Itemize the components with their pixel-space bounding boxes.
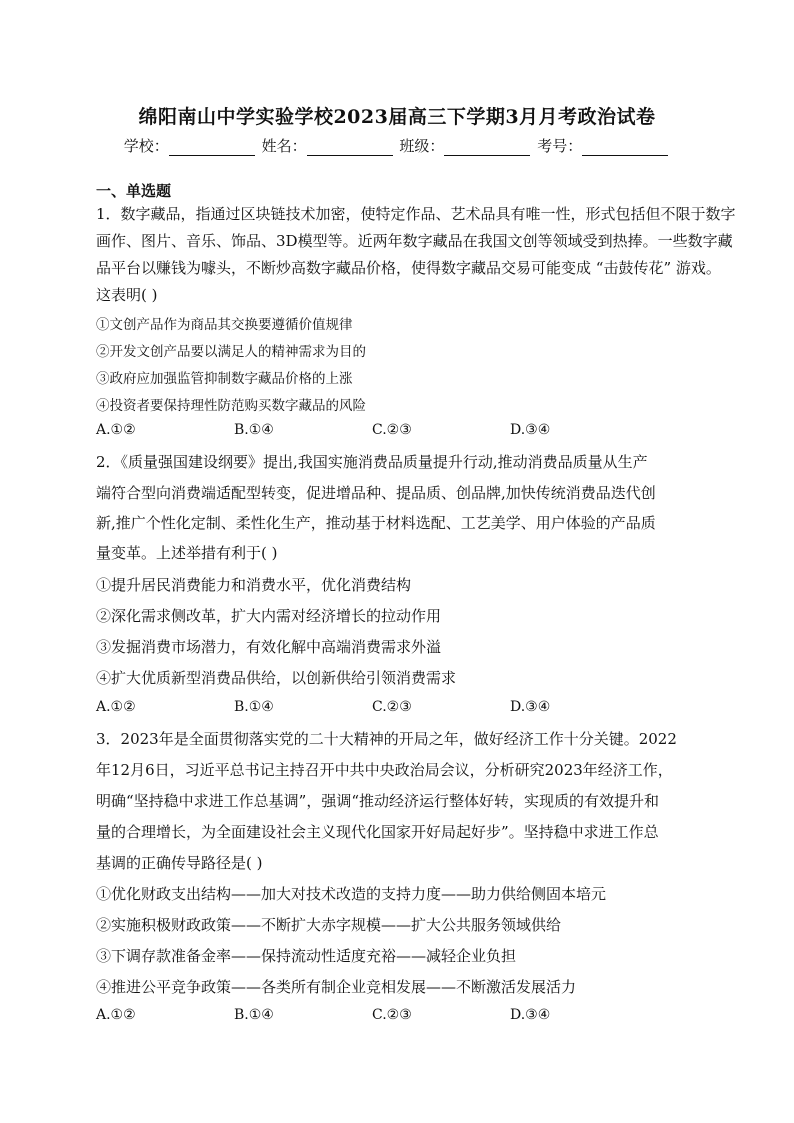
q2-option-b: B.①④	[234, 699, 274, 715]
q2-line-3: 新,推广个性化定制、柔性化生产，推动基于材料选配、工艺美学、用户体验的产品质	[96, 514, 656, 532]
q1-line-1: 1．数字藏品，指通过区块链技术加密，使特定作品、艺术品具有唯一性，形式包括但不限于数字	[96, 205, 736, 223]
q2-line-1: 2．《质量强国建设纲要》提出,我国实施消费品质量提升行动,推动消费品质量从生产	[96, 453, 648, 471]
q3-item-3: ③下调存款准备金率——保持流动性适度充裕——减轻企业负担	[96, 947, 517, 965]
q1-line-2: 画作、图片、音乐、饰品、3D模型等。近两年数字藏品在我国文创等领域受到热捧。一些数字藏	[96, 232, 733, 250]
q1-item-2: ②开发文创产品要以满足人的精神需求为目的	[96, 344, 366, 360]
q3-line-4: 量的合理增长，为全面建设社会主义现代化国家开好局起好步”。坚持稳中求进工作总	[96, 823, 659, 841]
q3-option-a: A.①②	[96, 1007, 136, 1023]
q1-option-d: D.③④	[510, 422, 551, 438]
q1-line-3: 品平台以赚钱为噱头，不断炒高数字藏品价格，使得数字藏品交易可能变成 “击鼓传花” 游戏。	[96, 259, 721, 277]
school-blank	[169, 141, 255, 156]
class-blank	[444, 141, 530, 156]
q2-line-4: 量变革。上述举措有利于( )	[96, 544, 278, 562]
q3-item-2: ②实施积极财政政策——不断扩大赤字规模——扩大公共服务领域供给	[96, 916, 562, 934]
q3-line-5: 基调的正确传导路径是( )	[96, 854, 263, 872]
class-label: 班级：	[399, 137, 445, 155]
number-blank	[582, 141, 668, 156]
q3-option-b: B.①④	[234, 1007, 274, 1023]
q3-option-c: C.②③	[372, 1007, 412, 1023]
student-info-row	[0, 135, 794, 156]
q3-line-2: 年12月6日，习近平总书记主持召开中共中央政治局会议，分析研究2023年经济工作，	[96, 761, 673, 779]
q2-option-a: A.①②	[96, 699, 136, 715]
q2-option-c: C.②③	[372, 699, 412, 715]
q3-item-4: ④推进公平竞争政策——各类所有制企业竞相发展——不断激活发展活力	[96, 978, 577, 996]
q2-item-4: ④扩大优质新型消费品供给，以创新供给引领消费需求	[96, 669, 457, 687]
q3-line-3: 明确“坚持稳中求进工作总基调”，强调“推动经济运行整体好转，实现质的有效提升和	[96, 792, 660, 810]
q1-option-c: C.②③	[372, 422, 412, 438]
q2-item-3: ③发掘消费市场潜力，有效化解中高端消费需求外溢	[96, 638, 442, 656]
q1-option-b: B.①④	[234, 422, 274, 438]
q1-line-4: 这表明( )	[96, 286, 158, 304]
q1-item-3: ③政府应加强监管抑制数字藏品价格的上涨	[96, 371, 353, 387]
q3-option-d: D.③④	[510, 1007, 551, 1023]
exam-title: 绵阳南山中学实验学校2023届高三下学期3月月考政治试卷	[138, 106, 656, 128]
q3-line-1: 3．2023年是全面贯彻落实党的二十大精神的开局之年，做好经济工作十分关键。2022	[96, 730, 677, 748]
q2-line-2: 端符合型向消费端适配型转变，促进增品种、提品质、创品牌,加快传统消费品迭代创	[96, 484, 656, 502]
q1-option-a: A.①②	[96, 422, 136, 438]
q1-item-4: ④投资者要保持理性防范购买数字藏品的风险	[96, 398, 366, 414]
q3-item-1: ①优化财政支出结构——加大对技术改造的支持力度——助力供给侧固本培元	[96, 885, 607, 903]
q2-option-d: D.③④	[510, 699, 551, 715]
section-title: 一、单选题	[96, 182, 172, 200]
q2-item-1: ①提升居民消费能力和消费水平，优化消费结构	[96, 576, 412, 594]
q1-item-1: ①文创产品作为商品其交换要遵循价值规律	[96, 317, 353, 333]
school-label: 学校：	[123, 137, 169, 155]
name-blank	[307, 141, 393, 156]
name-label: 姓名：	[261, 137, 307, 155]
number-label: 考号：	[537, 137, 583, 155]
q2-item-2: ②深化需求侧改革，扩大内需对经济增长的拉动作用	[96, 607, 442, 625]
